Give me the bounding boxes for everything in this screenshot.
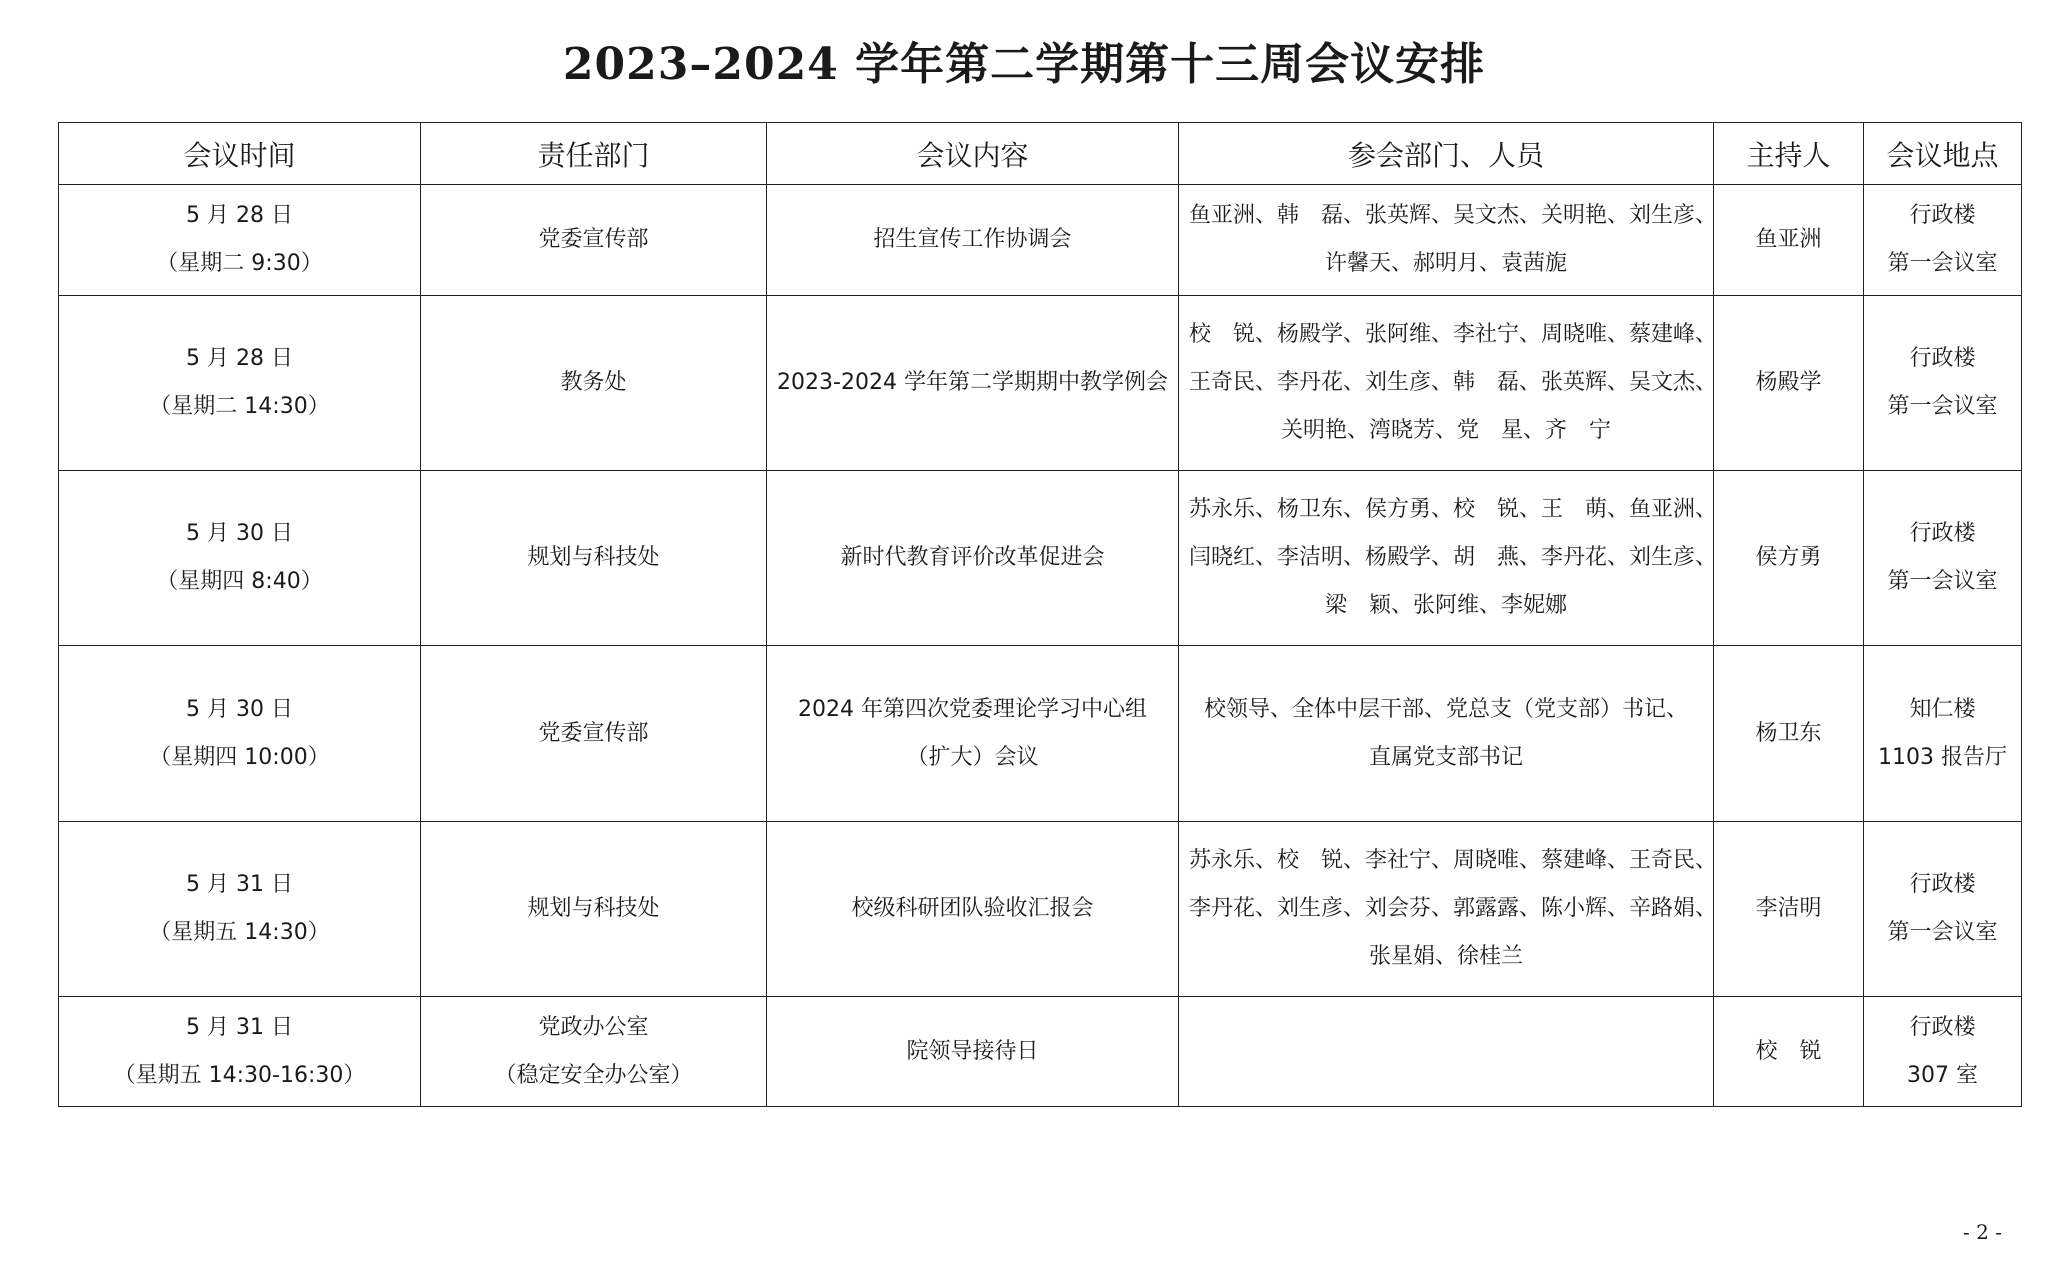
attendees-line: 关明艳、湾晓芳、党 星、齐 宁 — [1280, 418, 1611, 443]
meeting-content-cell — [767, 646, 1179, 822]
meeting-time-cell — [59, 185, 421, 296]
table-row — [59, 822, 2022, 997]
meeting-time-line: （星期四 10:00） — [149, 744, 330, 770]
table-row — [59, 296, 2022, 471]
column-header-time: 会议时间 — [59, 123, 421, 185]
host-line: 侯方勇 — [1755, 545, 1822, 570]
attendees-line: 校领导、全体中层干部、党总支（党支部）书记、 — [1203, 696, 1688, 722]
location-line: 行政楼 — [1909, 872, 1976, 897]
meeting-content-cell — [767, 185, 1179, 296]
location-line: 307 室 — [1907, 1062, 1978, 1088]
meeting-time-line: （星期五 14:30-16:30） — [113, 1062, 366, 1088]
host-cell — [1714, 997, 1864, 1107]
location-line: 行政楼 — [1909, 1014, 1976, 1040]
responsible-department-line: 党委宣传部 — [538, 227, 649, 252]
attendees-line: 苏永乐、校 锐、李社宁、周晓唯、蔡建峰、王奇民、 — [1189, 848, 1718, 873]
attendees-cell — [1179, 997, 1714, 1107]
meeting-content-cell — [767, 471, 1179, 646]
meeting-time-cell — [59, 296, 421, 471]
page-title: 2023–2024 学年第二学期第十三周会议安排 — [562, 39, 1486, 90]
meeting-content-line: 校级科研团队验收汇报会 — [851, 896, 1094, 921]
attendees-cell — [1179, 822, 1718, 997]
host-cell — [1714, 185, 1864, 296]
location-line: 第一会议室 — [1887, 920, 1998, 945]
responsible-department-line: 规划与科技处 — [527, 545, 660, 570]
table-row — [59, 471, 2022, 646]
location-cell — [1864, 185, 2022, 296]
location-cell — [1864, 646, 2022, 822]
attendees-line: 苏永乐、杨卫东、侯方勇、校 锐、王 萌、鱼亚洲、 — [1189, 497, 1718, 522]
attendees-line: 梁 颖、张阿维、李妮娜 — [1324, 593, 1567, 618]
responsible-department-cell — [421, 646, 767, 822]
host-line: 校 锐 — [1755, 1038, 1822, 1064]
meeting-time-cell — [59, 471, 421, 646]
meeting-content-line: 新时代教育评价改革促进会 — [840, 545, 1105, 570]
meeting-time-line: （星期二 14:30） — [149, 394, 330, 419]
meeting-time-cell — [59, 822, 421, 997]
table-row — [59, 185, 2022, 296]
location-line: 第一会议室 — [1887, 569, 1998, 594]
attendees-line: 张星娟、徐桂兰 — [1368, 944, 1523, 969]
attendees-line: 直属党支部书记 — [1368, 744, 1523, 770]
meeting-content-line: 院领导接待日 — [906, 1038, 1039, 1064]
column-header-department: 责任部门 — [421, 123, 767, 185]
responsible-department-line: 党政办公室 — [538, 1014, 649, 1040]
responsible-department-line: 规划与科技处 — [527, 896, 660, 921]
attendees-line: 鱼亚洲、韩 磊、张英辉、吴文杰、关明艳、刘生彦、 — [1189, 203, 1718, 228]
responsible-department-line: （稳定安全办公室） — [494, 1062, 693, 1088]
meeting-time-line: 5 月 30 日 — [186, 521, 293, 546]
meeting-time-cell — [59, 997, 421, 1107]
responsible-department-cell — [421, 822, 767, 997]
attendees-line: 闫晓红、李洁明、杨殿学、胡 燕、李丹花、刘生彦、 — [1189, 545, 1718, 570]
page-number: - 2 - — [1963, 1220, 2002, 1244]
meeting-content-line: 2023-2024 学年第二学期期中教学例会 — [777, 370, 1168, 395]
column-header-attendees: 参会部门、人员 — [1179, 123, 1714, 185]
meeting-time-line: 5 月 28 日 — [186, 203, 293, 228]
host-line: 杨卫东 — [1755, 720, 1822, 746]
responsible-department-cell — [421, 997, 767, 1107]
meeting-content-cell — [767, 296, 1179, 471]
attendees-line: 王奇民、李丹花、刘生彦、韩 磊、张英辉、吴文杰、 — [1189, 370, 1718, 395]
attendees-line: 校 锐、杨殿学、张阿维、李社宁、周晓唯、蔡建峰、 — [1189, 322, 1718, 347]
attendees-cell — [1179, 471, 1718, 646]
meeting-content-line: 招生宣传工作协调会 — [873, 227, 1072, 252]
host-line: 李洁明 — [1755, 896, 1822, 921]
location-line: 知仁楼 — [1909, 696, 1976, 722]
meeting-time-line: 5 月 31 日 — [186, 1014, 293, 1040]
meeting-content-cell — [767, 997, 1179, 1107]
responsible-department-cell — [421, 471, 767, 646]
meeting-time-line: 5 月 31 日 — [186, 872, 293, 897]
responsible-department-cell — [421, 296, 767, 471]
meeting-schedule-table — [58, 122, 2022, 1107]
host-cell — [1714, 822, 1864, 997]
host-cell — [1714, 296, 1864, 471]
host-line: 鱼亚洲 — [1755, 227, 1822, 252]
host-cell — [1714, 471, 1864, 646]
meeting-time-line: 5 月 30 日 — [186, 696, 293, 722]
host-line: 杨殿学 — [1755, 370, 1822, 395]
location-line: 行政楼 — [1909, 521, 1976, 546]
column-header-host: 主持人 — [1714, 123, 1864, 185]
column-header-location: 会议地点 — [1864, 123, 2022, 185]
meeting-content-line: （扩大）会议 — [906, 744, 1039, 770]
responsible-department-line: 教务处 — [560, 370, 627, 395]
meeting-time-cell — [59, 646, 421, 822]
meeting-time-line: （星期二 9:30） — [156, 251, 323, 276]
attendees-cell — [1179, 185, 1718, 296]
location-line: 第一会议室 — [1887, 251, 1998, 276]
location-cell — [1864, 471, 2022, 646]
location-cell — [1864, 822, 2022, 997]
location-cell — [1864, 997, 2022, 1107]
attendees-cell — [1179, 296, 1718, 471]
host-cell — [1714, 646, 1864, 822]
meeting-content-line: 2024 年第四次党委理论学习中心组 — [798, 696, 1147, 722]
location-line: 第一会议室 — [1887, 394, 1998, 419]
table-row — [59, 997, 2022, 1107]
responsible-department-line: 党委宣传部 — [538, 720, 649, 746]
meeting-time-line: 5 月 28 日 — [186, 346, 293, 371]
responsible-department-cell — [421, 185, 767, 296]
meeting-time-line: （星期五 14:30） — [149, 920, 330, 945]
attendees-cell — [1179, 646, 1714, 822]
location-line: 行政楼 — [1909, 346, 1976, 371]
meeting-time-line: （星期四 8:40） — [156, 569, 323, 594]
location-line: 1103 报告厅 — [1878, 744, 2007, 770]
attendees-line: 李丹花、刘生彦、刘会芬、郭露露、陈小辉、辛路娟、 — [1189, 896, 1718, 921]
table-header-row — [59, 123, 2022, 185]
attendees-line: 许馨天、郝明月、袁茜旎 — [1324, 251, 1567, 276]
table-row — [59, 646, 2022, 822]
column-header-content: 会议内容 — [767, 123, 1179, 185]
location-cell — [1864, 296, 2022, 471]
location-line: 行政楼 — [1909, 203, 1976, 228]
meeting-content-cell — [767, 822, 1179, 997]
